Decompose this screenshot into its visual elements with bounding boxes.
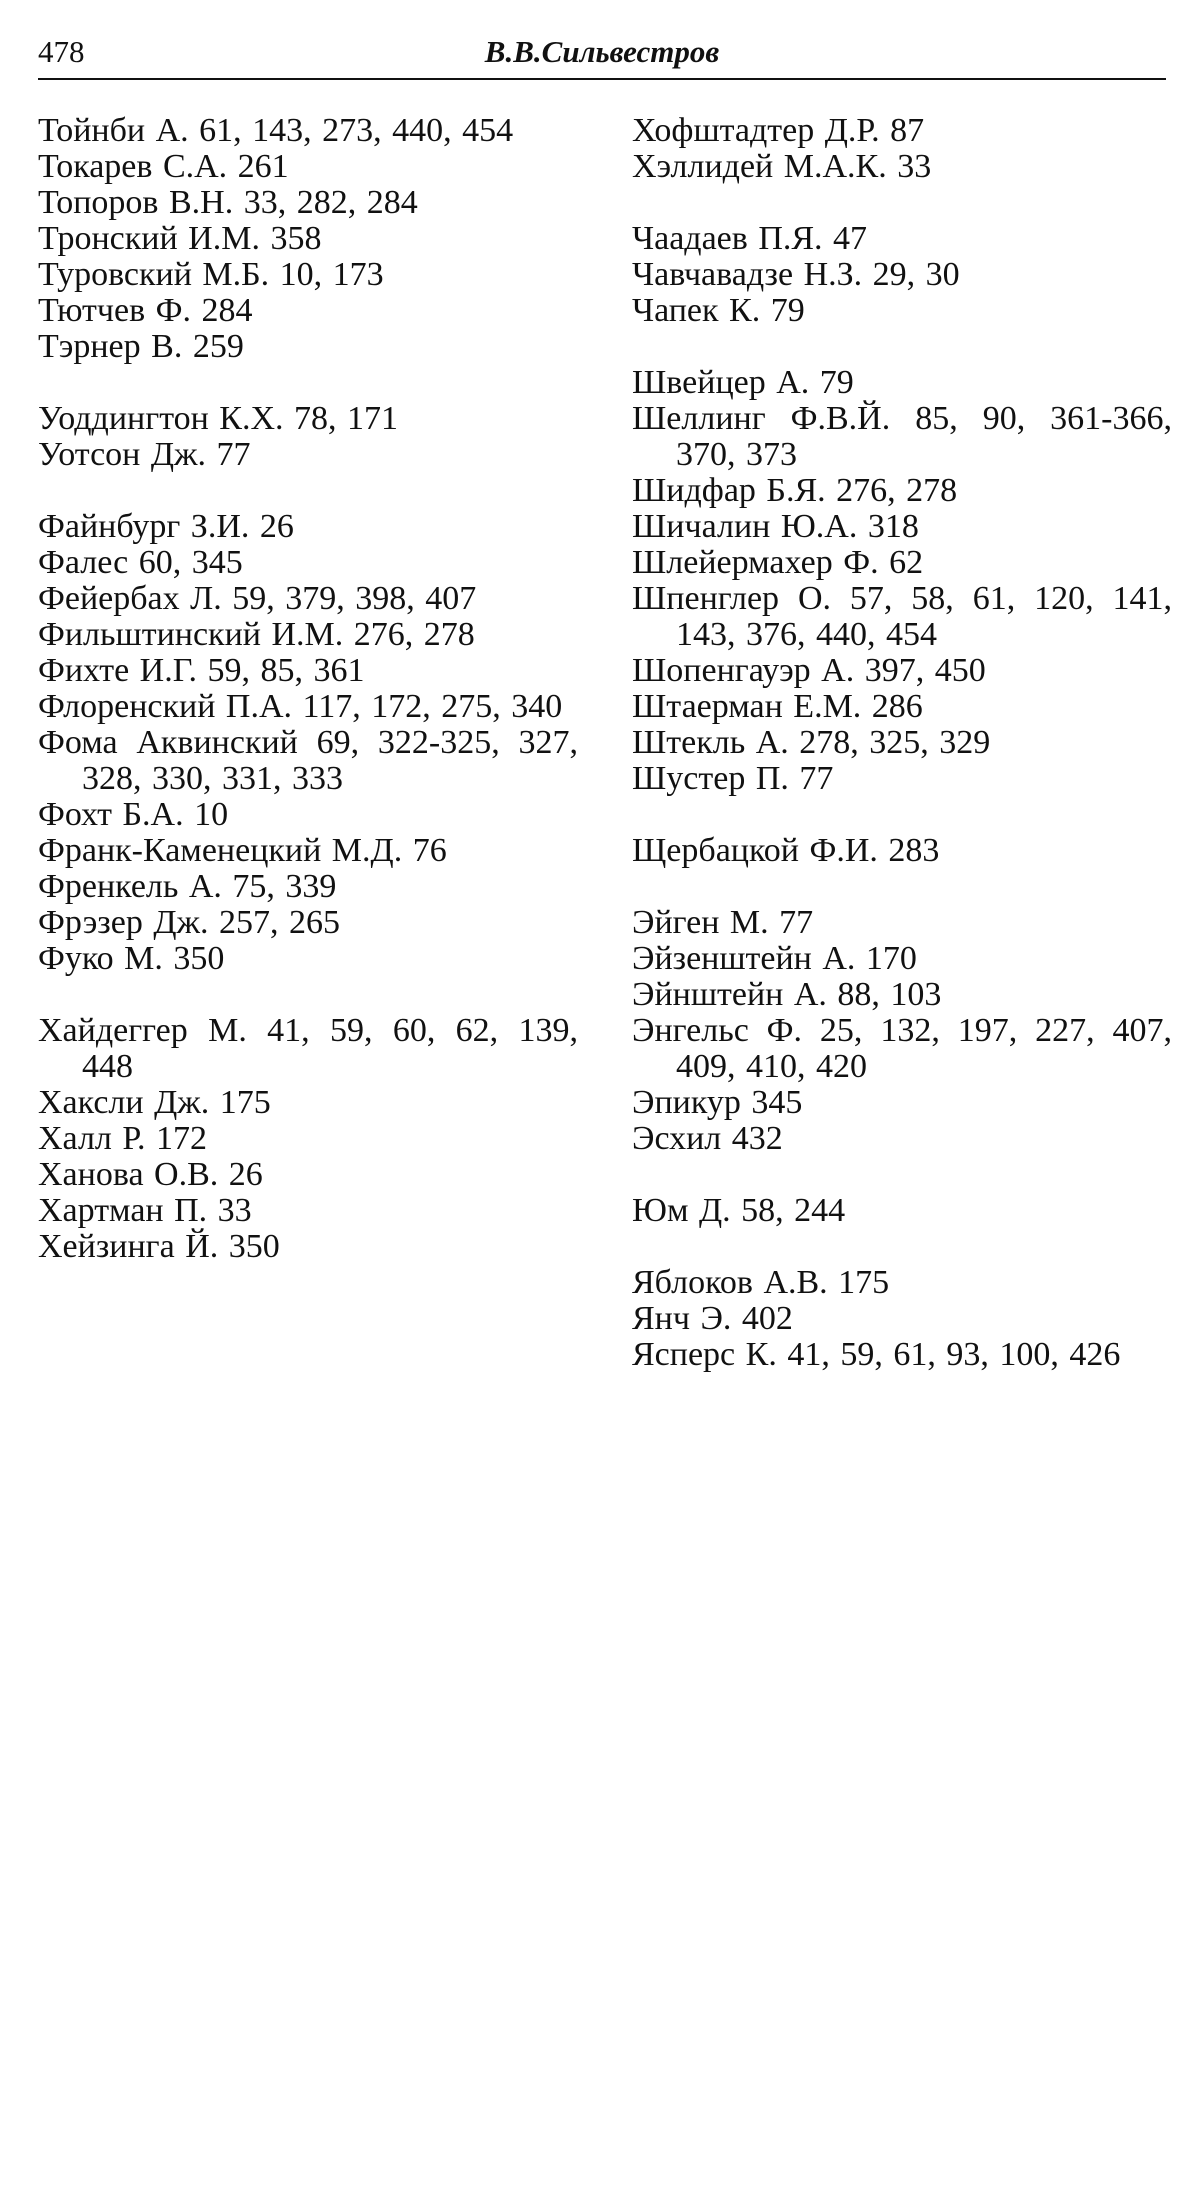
- index-letter-group: [38, 509, 578, 977]
- index-letter-group: [38, 113, 578, 365]
- index-column-right: [632, 113, 1172, 1409]
- index-letter-group: [632, 365, 1172, 797]
- index-entry: Фрэзер Дж. 257, 265: [38, 904, 341, 941]
- index-entry: Френкель А. 75, 339: [38, 868, 337, 905]
- index-entry: Топоров В.Н. 33, 282, 284: [38, 184, 418, 221]
- index-letter-group: [632, 1265, 1172, 1373]
- index-entry: Швейцер А. 79: [632, 364, 854, 401]
- index-entry: Эйнштейн А. 88, 103: [632, 976, 942, 1013]
- index-entry: Халл Р. 172: [38, 1120, 208, 1157]
- index-entry: Эйген М. 77: [632, 904, 814, 941]
- index-entry: Хейзинга Й. 350: [38, 1228, 280, 1265]
- index-entry: Тронский И.М. 358: [38, 220, 322, 257]
- index-letter-group: [38, 401, 578, 473]
- index-entry: Флоренский П.А. 117, 172, 275, 340: [38, 688, 563, 725]
- index-entry: Шустер П. 77: [632, 760, 834, 797]
- index-letter-group: [38, 1013, 578, 1265]
- index-entry: Фейербах Л. 59, 379, 398, 407: [38, 580, 477, 617]
- running-head: В.В.Сильвестров: [484, 34, 720, 69]
- index-entry: Ясперс К. 41, 59, 61, 93, 100, 426: [632, 1336, 1121, 1373]
- index-entry: Франк-Каменецкий М.Д. 76: [38, 832, 447, 869]
- index-entry: Фуко М. 350: [38, 940, 225, 977]
- index-entry: Шичалин Ю.А. 318: [632, 508, 919, 545]
- index-entry: Хэллидей М.А.К. 33: [632, 148, 932, 185]
- index-entry: Эйзенштейн А. 170: [632, 940, 917, 977]
- index-entry: Янч Э. 402: [632, 1300, 793, 1337]
- index-entry: Энгельс Ф. 25, 132, 197, 227, 407, 409, 410, 420: [632, 1012, 1172, 1085]
- index-entry: Фалес 60, 345: [38, 544, 243, 581]
- index-entry: Штекль А. 278, 325, 329: [632, 724, 991, 761]
- index-entry: Фихте И.Г. 59, 85, 361: [38, 652, 365, 689]
- index-entry: Хофштадтер Д.Р. 87: [632, 112, 925, 149]
- index-entry: Уотсон Дж. 77: [38, 436, 251, 473]
- index-entry: Файнбург З.И. 26: [38, 508, 294, 545]
- index-entry: Туровский М.Б. 10, 173: [38, 256, 384, 293]
- index-entry: Штаерман Е.М. 286: [632, 688, 923, 725]
- index-letter-group: [632, 1193, 1172, 1229]
- index-entry: Эпикур 345: [632, 1084, 803, 1121]
- index-entry: Шопенгауэр А. 397, 450: [632, 652, 986, 689]
- index-entry: Фильштинский И.М. 276, 278: [38, 616, 475, 653]
- index-entry: Чаадаев П.Я. 47: [632, 220, 868, 257]
- index-entry: Хайдеггер М. 41, 59, 60, 62, 139, 448: [38, 1012, 578, 1085]
- index-entry: Ханова О.В. 26: [38, 1156, 263, 1193]
- index-entry: Тойнби А. 61, 143, 273, 440, 454: [38, 112, 514, 149]
- index-letter-group: [632, 221, 1172, 329]
- index-entry: Щербацкой Ф.И. 283: [632, 832, 940, 869]
- index-entry: Шеллинг Ф.В.Й. 85, 90, 361-366, 370, 373: [632, 400, 1172, 473]
- index-entry: Яблоков А.В. 175: [632, 1264, 890, 1301]
- index-entry: Чапек К. 79: [632, 292, 805, 329]
- index-entry: Шидфар Б.Я. 276, 278: [632, 472, 958, 509]
- index-letter-group: [632, 113, 1172, 185]
- index-entry: Тэрнер В. 259: [38, 328, 244, 365]
- index-entry: Тютчев Ф. 284: [38, 292, 253, 329]
- index-entry: Фохт Б.А. 10: [38, 796, 229, 833]
- index-entry: Токарев С.А. 261: [38, 148, 289, 185]
- page-number: 478: [38, 34, 85, 69]
- index-entry: Шлейермахер Ф. 62: [632, 544, 924, 581]
- index-entry: Хаксли Дж. 175: [38, 1084, 271, 1121]
- index-column-left: [38, 113, 578, 1301]
- index-entry: Фома Аквинский 69, 322-325, 327, 328, 330, 331, 333: [38, 724, 578, 797]
- index-entry: Эсхил 432: [632, 1120, 783, 1157]
- index-entry: Уоддингтон К.Х. 78, 171: [38, 400, 399, 437]
- index-entry: Юм Д. 58, 244: [632, 1192, 846, 1229]
- index-letter-group: [632, 905, 1172, 1157]
- index-entry: Хартман П. 33: [38, 1192, 252, 1229]
- index-entry: Чавчавадзе Н.З. 29, 30: [632, 256, 960, 293]
- index-entry: Шпенглер О. 57, 58, 61, 120, 141, 143, 376, 440, 454: [632, 580, 1172, 653]
- page-header: [38, 32, 1166, 80]
- index-letter-group: [632, 833, 1172, 869]
